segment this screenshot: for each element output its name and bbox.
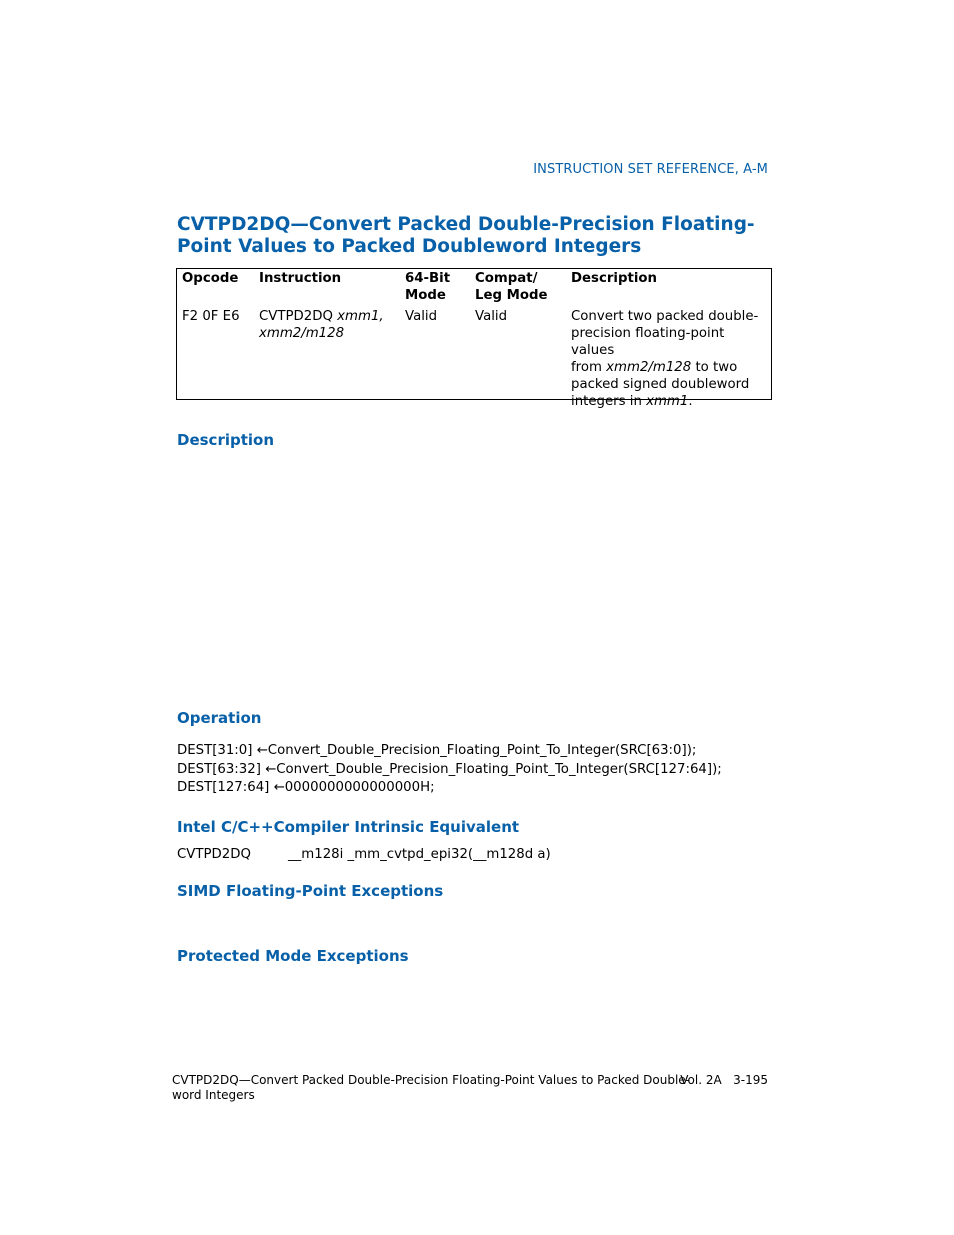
cell-64bit-mode: Valid — [405, 309, 438, 324]
operation-line-2: DEST[63:32] ←Convert_Double_Precision_Floating_Point_To_Integer(SRC[127:64]); — [177, 761, 722, 777]
cell-opcode: F2 0F E6 — [182, 309, 240, 324]
operation-line-1: DEST[31:0] ←Convert_Double_Precision_Floating_Point_To_Integer(SRC[63:0]); — [177, 743, 697, 758]
footer-title-line: word Integers — [172, 1087, 255, 1102]
intrinsic-name: CVTPD2DQ — [177, 847, 251, 862]
desc-line: from xmm2/m128 to two — [571, 360, 738, 375]
col-header-compat: Compat/ Leg Mode — [475, 271, 548, 303]
desc-line: precision floating-point values — [571, 326, 725, 358]
col-header-64bit: 64-Bit Mode — [405, 271, 451, 303]
opcode-table — [176, 268, 772, 409]
col-header-opcode: Opcode — [182, 271, 239, 286]
instruction-mnemonic: CVTPD2DQ — [259, 309, 333, 324]
cell-description — [571, 308, 766, 410]
cell-compat-mode: Valid — [475, 309, 508, 324]
running-header: INSTRUCTION SET REFERENCE, A-M — [533, 162, 768, 177]
footer-title-line: CVTPD2DQ—Convert Packed Double-Precision Floating-Point Values to Packed Double- — [172, 1073, 691, 1087]
section-heading-operation: Operation — [177, 709, 262, 727]
instruction-operand-1: xmm1, — [337, 309, 384, 324]
section-heading-intrinsic: Intel C/C++Compiler Intrinsic Equivalent — [177, 818, 520, 836]
intrinsic-signature: __m128i _mm_cvtpd_epi32(__m128d a) — [288, 847, 551, 862]
footer-title — [172, 1073, 690, 1102]
desc-line: packed signed doubleword — [571, 377, 750, 392]
desc-line: integers in xmm1. — [571, 394, 693, 409]
desc-line: Convert two packed double- — [571, 309, 759, 324]
section-heading-simd-exceptions: SIMD Floating-Point Exceptions — [177, 882, 444, 900]
instruction-operand-2: xmm2/m128 — [259, 326, 345, 341]
col-header-instruction: Instruction — [259, 271, 342, 286]
section-heading-protected-mode-exceptions: Protected Mode Exceptions — [177, 947, 409, 965]
col-header-description: Description — [571, 271, 658, 286]
cell-instruction — [259, 308, 384, 342]
footer-page-number: Vol. 2A 3-195 — [680, 1073, 768, 1087]
operation-line-3: DEST[127:64] ←0000000000000000H; — [177, 780, 435, 795]
page-title: CVTPD2DQ—Convert Packed Double-Precision Floating-Point Values to Packed Doubleword Integers — [177, 214, 755, 257]
section-heading-description: Description — [177, 431, 275, 449]
